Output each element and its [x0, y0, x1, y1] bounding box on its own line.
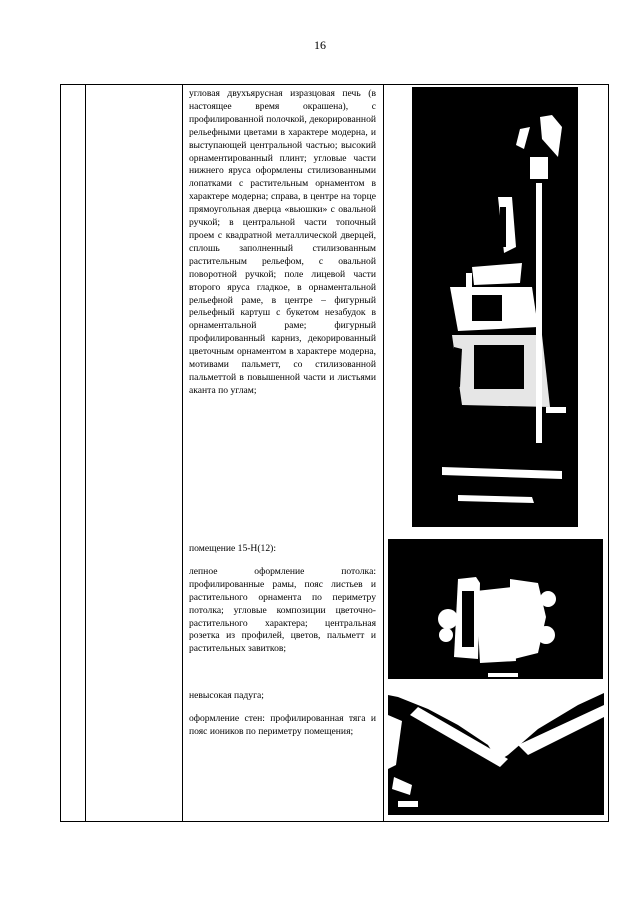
walls-description-text: оформление стен: профилированная тяга и пояс иоников по периметру помещения;	[189, 712, 376, 737]
stove-photo	[412, 87, 578, 527]
ceiling-description	[189, 543, 376, 656]
cornice-photo	[388, 685, 604, 815]
column-divider	[182, 85, 183, 821]
walls-description	[189, 690, 376, 739]
page-number: 16	[314, 38, 326, 52]
room-heading: помещение 15-Н(12):	[189, 543, 277, 554]
cornice-photo-image	[388, 685, 604, 815]
column-divider	[85, 85, 86, 821]
stove-description-text: угловая двухъярусная изразцовая печь (в настоящее время окрашена), с профилированной полочкой, декорированной рельефными цветами в характере модерна, и выступающей центральной частью; высокий орнаментированный плинт; угловые части нижнего яруса оформлены стилизованными лопатками с растительным орнаментом в характере модерна; справа, в центре на торце прямоугольная дверца «вьюшки» с овальной ручкой; в центральной части топочный проем с квадратной металлической дверцей, сплошь заполненный стилизованным растительным рельефом, с овальной поворотной ручкой; поле лицевой части второго яруса гладкое, в орнаментальной рельефной раме, в центре – фигурный рельефный картуш с букетом незабудок в орнаментальной раме; фигурный профилированный карниз, декорированный цветочным орнаментом в характере модерна, мотивами пальметт, со стилизованной пальметтой в повышенной части и листьями аканта по углам;	[189, 88, 376, 396]
stove-description	[189, 88, 376, 398]
column-divider	[383, 85, 384, 821]
stove-photo-image	[412, 87, 578, 527]
ceiling-description-text: лепное оформление потолка: профилированные рамы, пояс листьев и растительного орнамента по периметру потолка; угловые композиции цветочно-растительного характера; центральная розетка из профилей, цветов, пальметт и растительных завитков;	[189, 565, 376, 655]
cove-heading: невысокая падуга;	[189, 690, 264, 701]
ceiling-photo	[388, 539, 603, 679]
heritage-table	[60, 84, 609, 822]
ceiling-photo-image	[388, 539, 603, 679]
